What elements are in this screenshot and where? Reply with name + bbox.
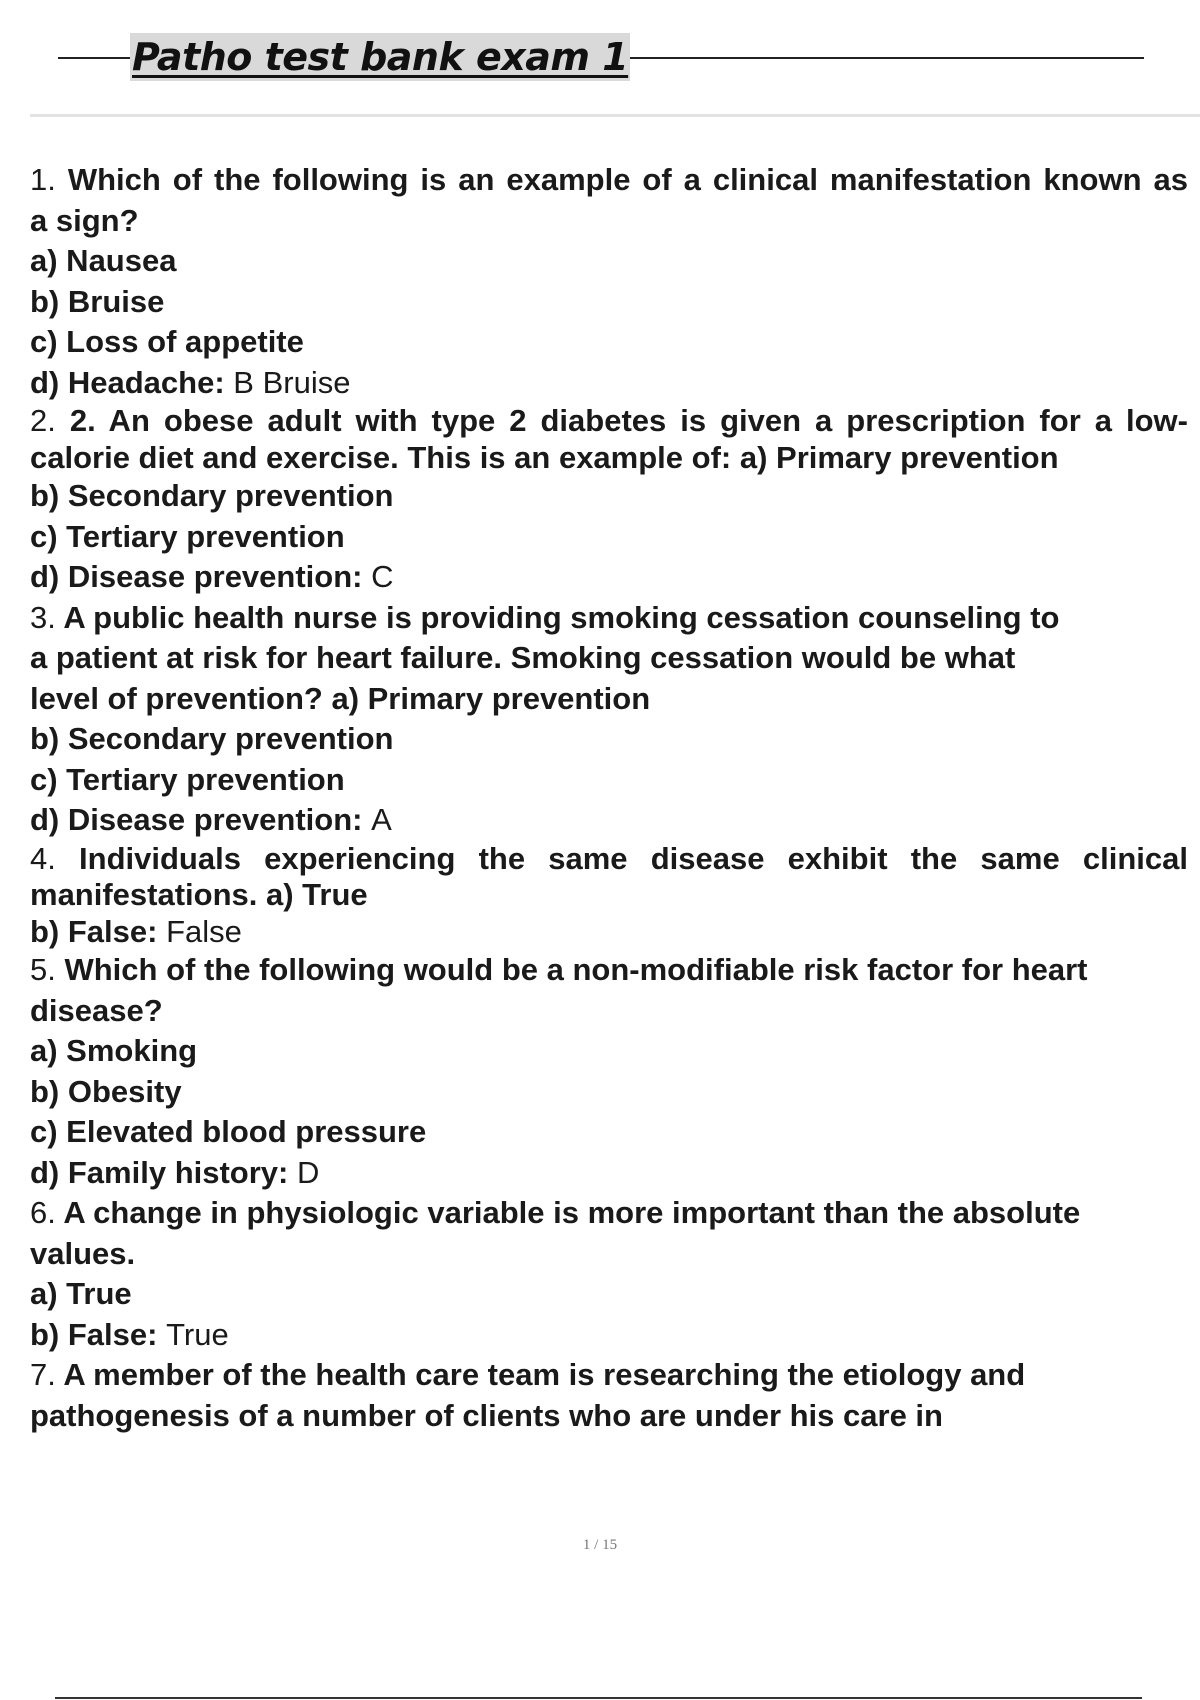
answer-option: a) Nausea <box>30 243 177 278</box>
document-header <box>58 30 1144 86</box>
question-7 <box>30 1355 1190 1436</box>
question-stem-line: disease? <box>30 992 163 1028</box>
question-1 <box>30 160 1190 403</box>
question-stem-line: 2. 2. An obese adult with type 2 diabetes is given a prescription for a low- <box>30 403 1188 438</box>
answer-option: a) Smoking <box>30 1033 198 1068</box>
answer-key: A <box>371 802 392 837</box>
answer-option: b) False: True <box>30 1316 229 1352</box>
question-stem-line: 7. A member of the health care team is researching the etiology and <box>30 1357 1026 1392</box>
question-stem-line: 4. Individuals experiencing the same disease exhibit the same clinical <box>30 840 1188 876</box>
answer-option: d) Disease prevention: C <box>30 559 394 594</box>
question-stem-line: pathogenesis of a number of clients who are under his care in <box>30 1397 943 1433</box>
question-stem-line: 1. Which of the following is an example of a clinical manifestation known as <box>30 162 1188 197</box>
answer-option: b) Obesity <box>30 1073 182 1109</box>
answer-key: True <box>166 1316 229 1352</box>
question-stem-line: a sign? <box>30 202 139 238</box>
question-stem-line: level of prevention? a) Primary prevention <box>30 680 651 716</box>
answer-key: C <box>371 559 394 594</box>
answer-key: False <box>166 913 242 949</box>
answer-option: d) Family history: D <box>30 1154 320 1190</box>
question-stem-line: calorie diet and exercise. This is an example of: a) Primary prevention <box>30 439 1059 475</box>
header-separator <box>30 114 1200 117</box>
question-stem-line: 5. Which of the following would be a non-modifiable risk factor for heart <box>30 952 1088 987</box>
answer-option: b) Bruise <box>30 283 165 319</box>
answer-option: d) Headache: B Bruise <box>30 364 351 400</box>
page-indicator: 1 / 15 <box>582 1537 618 1553</box>
answer-option: c) Loss of appetite <box>30 324 304 359</box>
answer-option: c) Tertiary prevention <box>30 518 345 554</box>
answer-option: b) Secondary prevention <box>30 721 394 756</box>
question-list <box>30 160 1190 1436</box>
question-stem-line: 6. A change in physiologic variable is more important than the absolute <box>30 1195 1081 1230</box>
document-title: Patho test bank exam 1 <box>132 35 629 79</box>
answer-option: c) Elevated blood pressure <box>30 1114 427 1149</box>
answer-option: a) True <box>30 1276 132 1311</box>
answer-key: B Bruise <box>233 364 351 400</box>
answer-option: b) Secondary prevention <box>30 478 394 513</box>
question-3 <box>30 598 1190 841</box>
answer-option: c) Tertiary prevention <box>30 761 345 797</box>
question-5 <box>30 950 1190 1193</box>
answer-option: b) False: False <box>30 913 242 949</box>
question-stem-line: 3. A public health nurse is providing smoking cessation counseling to <box>30 599 1060 635</box>
question-2 <box>30 403 1190 598</box>
footer-rule <box>55 1697 1142 1699</box>
question-stem-line: manifestations. a) True <box>30 877 368 912</box>
question-stem-line: values. <box>30 1235 136 1271</box>
question-stem-line: a patient at risk for heart failure. Smoking cessation would be what <box>30 640 1016 675</box>
question-4 <box>30 841 1190 951</box>
answer-key: D <box>297 1154 320 1190</box>
question-6 <box>30 1193 1190 1355</box>
answer-option: d) Disease prevention: A <box>30 802 392 837</box>
